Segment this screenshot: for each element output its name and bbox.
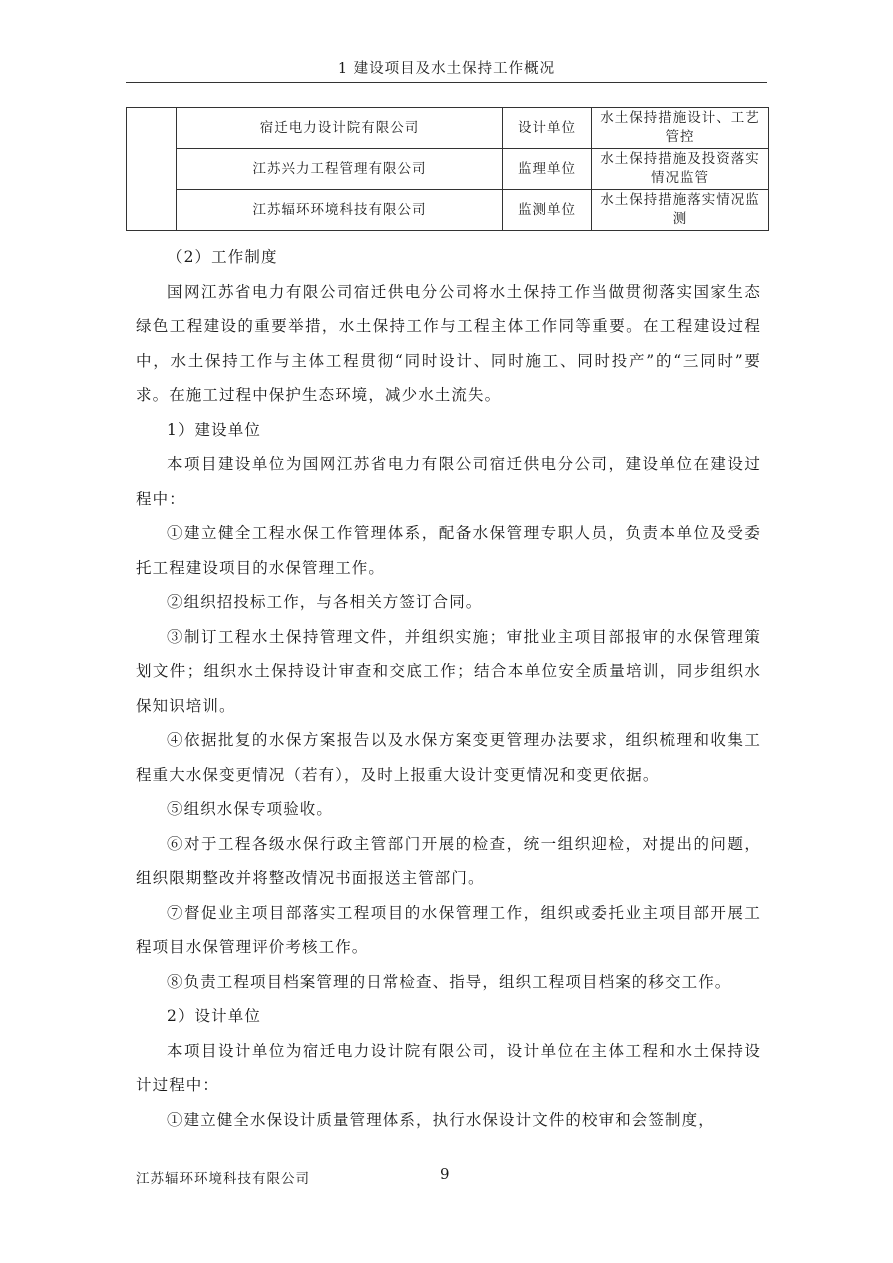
list-item: ②组织招投标工作，与各相关方签订合同。 — [167, 593, 483, 611]
paragraph: 本项目建设单位为国网江苏省电力有限公司宿迁供电分公司，建设单位在建设过程中： — [136, 455, 761, 508]
paragraph: 本项目设计单位为宿迁电力设计院有限公司，设计单位在主体工程和水土保持设计过程中： — [136, 1041, 761, 1094]
subsection-heading: 1）建设单位 — [167, 420, 261, 439]
paragraph: 国网江苏省电力有限公司宿迁供电分公司将水土保持工作当做贯彻落实国家生态绿色工程建设的重要举措，水土保持工作与工程主体工作同等重要。在工程建设过程中，水土保持工作与主体工程贯彻“同时设计、同时施工、同时投产”的“三同时”要求。在施工过程中保护生态环境，减少水土流失。 — [136, 282, 761, 404]
header-rule — [126, 82, 767, 83]
duty-cell: 水土保持措施落实情况监测 — [592, 190, 769, 231]
duty-cell: 水土保持措施及投资落实情况监管 — [592, 149, 769, 190]
role-cell: 设计单位 — [503, 108, 592, 149]
footer-company: 江苏辐环环境科技有限公司 — [136, 1171, 310, 1187]
list-item: ⑧负责工程项目档案管理的日常检查、指导，组织工程项目档案的移交工作。 — [167, 972, 732, 991]
duty-cell: 水土保持措施设计、工艺管控 — [592, 108, 769, 149]
list-item: ⑥对于工程各级水保行政主管部门开展的检查，统一组织迎检，对提出的问题，组织限期整改并将整改情况书面报送主管部门。 — [136, 834, 761, 887]
table-row — [127, 108, 769, 149]
subsection-heading: 2）设计单位 — [167, 1007, 261, 1025]
merged-category-cell — [127, 108, 177, 231]
table-row — [127, 149, 769, 190]
table-row — [127, 190, 769, 231]
list-item: ③制订工程水土保持管理文件，并组织实施；审批业主项目部报审的水保管理策划文件；组织水土保持设计审查和交底工作；结合本单位安全质量培训，同步组织水保知识培训。 — [136, 627, 761, 715]
list-item: ⑤组织水保专项验收。 — [167, 800, 334, 818]
list-item: ①建立健全工程水保工作管理体系，配备水保管理专职人员，负责本单位及受委托工程建设项目的水保管理工作。 — [136, 524, 761, 577]
body-text — [136, 240, 761, 1137]
section-heading: （2）工作制度 — [167, 248, 278, 266]
list-item: ⑦督促业主项目部落实工程项目的水保管理工作，组织或委托业主项目部开展工程项目水保管理评价考核工作。 — [136, 903, 761, 956]
running-header: 1 建设项目及水土保持工作概况 — [337, 61, 556, 77]
organization-table — [126, 107, 769, 231]
role-cell: 监测单位 — [503, 190, 592, 231]
company-cell: 江苏兴力工程管理有限公司 — [177, 149, 503, 190]
list-item: ①建立健全水保设计质量管理体系，执行水保设计文件的校审和会签制度， — [167, 1110, 715, 1129]
list-item: ④依据批复的水保方案报告以及水保方案变更管理办法要求，组织梳理和收集工程重大水保变更情况（若有），及时上报重大设计变更情况和变更依据。 — [136, 731, 761, 784]
company-cell: 宿迁电力设计院有限公司 — [177, 108, 503, 149]
role-cell: 监理单位 — [503, 149, 592, 190]
page-number: 9 — [440, 1165, 450, 1183]
company-cell: 江苏辐环环境科技有限公司 — [177, 190, 503, 231]
